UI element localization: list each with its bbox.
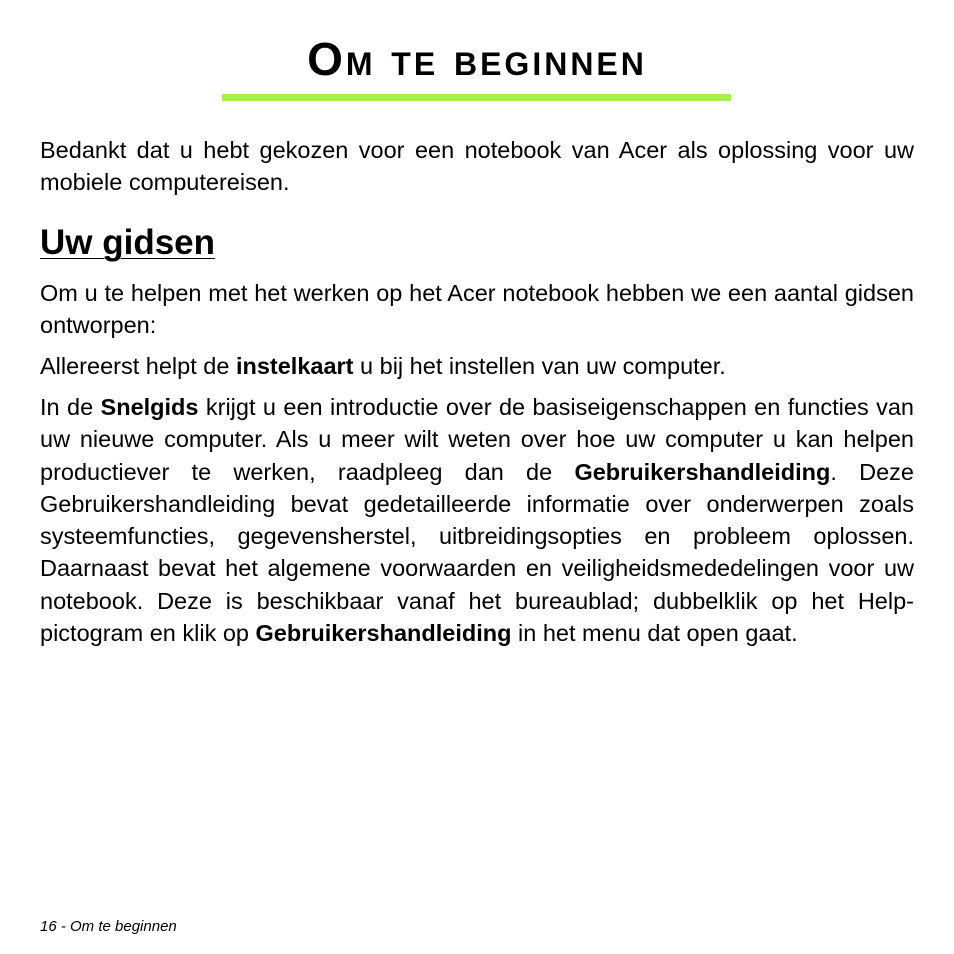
page-footer: 16 - Om te beginnen: [40, 918, 177, 935]
quick-guide-text-1: In de: [40, 394, 101, 420]
section-heading: Uw gidsen: [40, 223, 216, 262]
chapter-title: Om te beginnen: [307, 33, 647, 85]
quick-guide-text-2: krijgt u een introductie over de basiseigenschappen en functies van uw nieuwe computer. Als u meer wilt weten over hoe uw computer u kan helpen productiever te werken, raadpleeg dan de: [40, 394, 914, 485]
setup-card-paragraph: [40, 350, 914, 382]
intro-paragraph: Bedankt dat u hebt gekozen voor een notebook van Acer als oplossing voor uw mobiele computereisen.: [40, 137, 914, 196]
quick-guide-text-4: in het menu dat open gaat.: [511, 620, 798, 647]
guides-intro-paragraph: Om u te helpen met het werken op het Acer notebook hebben we een aantal gidsen ontworpen:: [40, 280, 914, 339]
title-underline-bar: [222, 94, 731, 101]
user-manual-term-2: Gebruikershandleiding: [255, 620, 512, 647]
quick-guide-paragraph: [40, 391, 914, 649]
quick-guide-text-3: . Deze Gebruikershandleiding bevat gedetailleerde informatie over onderwerpen zoals systeemfuncties, gegevensherstel, uitbreidingsopties en probleem oplossen. Daarnaast bevat het algemene voorwaarden en veiligheidsmededelingen voor uw notebook. Deze is beschikbaar vanaf het bureaublad; dubbelklik op het Help-pictogram en klik op: [40, 458, 915, 647]
setup-card-text-before: Allereerst helpt de: [40, 353, 236, 379]
setup-card-text-after: u bij het instellen van uw computer.: [353, 353, 726, 379]
user-manual-term-1: Gebruikershandleiding: [574, 458, 831, 485]
quick-guide-term: Snelgids: [100, 394, 199, 420]
setup-card-term: instelkaart: [235, 353, 354, 379]
